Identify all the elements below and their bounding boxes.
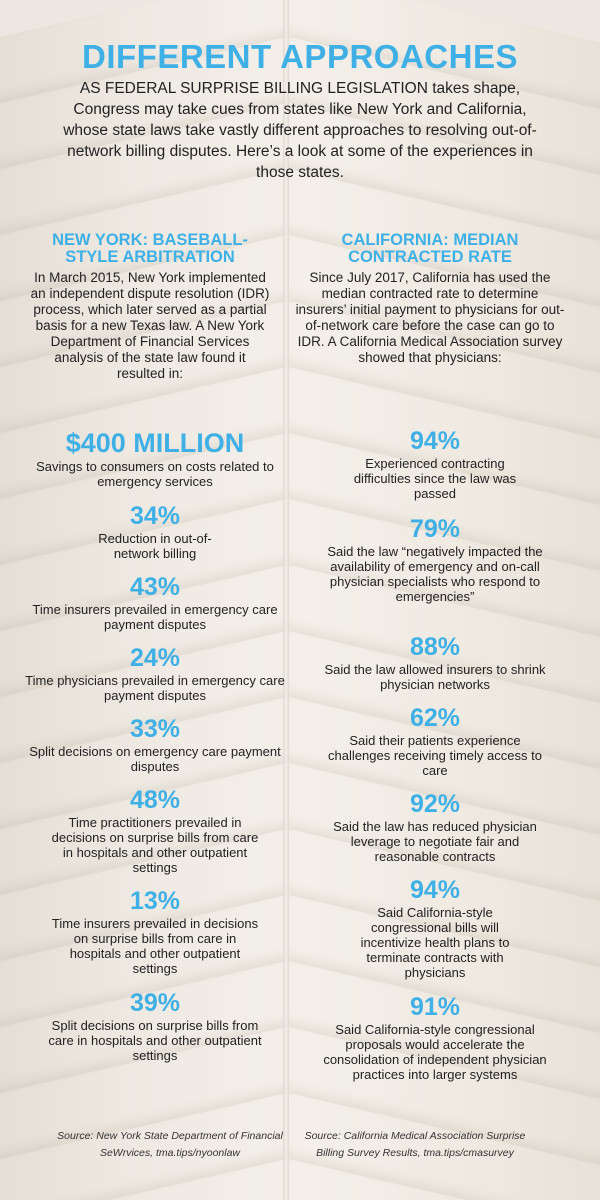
ca-stat	[300, 634, 570, 692]
ny-stat-value: 33%	[129, 715, 181, 743]
ca-stat-desc: Said their patients experience challenges receiving timely access to care	[328, 733, 542, 778]
new-york-heading: NEW YORK: BASEBALL-STYLE ARBITRATION	[52, 231, 248, 266]
ny-stat-value: 39%	[129, 989, 181, 1017]
ca-stat-value: 94%	[409, 876, 461, 904]
new-york-paragraph: In March 2015, New York implemented an independent dispute resolution (IDR) process, which later served as a partial basis for a new Texas law. A New York Department of Financial Services analysis of the state law found it resulted in:	[30, 270, 270, 381]
california-paragraph: Since July 2017, California has used the median contracted rate to determine insurers’ initial payment to physicians for out-of-network care before the case can go to IDR. A California Medical Association survey showed that physicians:	[295, 270, 565, 365]
ca-stat	[300, 877, 570, 980]
ca-stat-value: 92%	[409, 790, 461, 818]
new-york-section	[30, 232, 270, 382]
ny-stat	[25, 503, 285, 561]
ny-stat-value: 24%	[129, 644, 181, 672]
ca-stat-value: 94%	[409, 427, 461, 455]
ca-stat-value: 91%	[409, 993, 461, 1021]
ca-stat-desc: Said the law has reduced physician leverage to negotiate fair and reasonable contracts	[333, 819, 537, 864]
ca-stat-desc: Said the law allowed insurers to shrink physician networks	[324, 662, 546, 692]
ny-stat	[25, 645, 285, 703]
ny-stat-desc: Reduction in out-of-network billing	[98, 531, 212, 561]
ny-stat	[25, 716, 285, 774]
ny-stat-value: 34%	[129, 502, 181, 530]
intro-text: AS FEDERAL SURPRISE BILLING LEGISLATION takes shape, Congress may take cues from states like New York and California, whose state laws take vastly different approaches to resolving out-of-network billing disputes. Here’s a look at some of the experiences in those states.	[63, 80, 537, 181]
new-york-source: Source: New York State Department of Financial SeWrvices, tma.tips/nyoonlaw	[57, 1130, 283, 1159]
california-heading: CALIFORNIA: MEDIAN CONTRACTED RATE	[341, 231, 519, 266]
ny-stat-desc: Split decisions on surprise bills from care in hospitals and other outpatient settings	[48, 1018, 262, 1063]
ny-stat-desc: Time physicians prevailed in emergency care payment disputes	[25, 673, 285, 703]
ny-stat-value: $400 MILLION	[65, 428, 245, 458]
ny-stat-value: 43%	[129, 573, 181, 601]
page-title: DIFFERENT APPROACHES	[82, 38, 518, 75]
ny-stat-desc: Time insurers prevailed in decisions on surprise bills from care in hospitals and other outpatient settings	[51, 916, 259, 976]
ca-stat	[300, 428, 570, 501]
ca-stat-desc: Said California-style congressional proposals would accelerate the consolidation of independent physician practices into larger systems	[323, 1022, 547, 1082]
ca-stat-desc: Experienced contracting difficulties since the law was passed	[353, 456, 517, 501]
ca-stat	[300, 516, 570, 604]
ny-stat-desc: Time practitioners prevailed in decisions on surprise bills from care in hospitals and other outpatient settings	[51, 815, 259, 875]
ca-stat	[300, 791, 570, 864]
ca-stat-value: 62%	[409, 704, 461, 732]
ny-stat	[25, 787, 285, 875]
ca-stat-desc: Said the law “negatively impacted the availability of emergency and on-call physician specialists who respond to emergencies”	[327, 544, 543, 604]
ny-stat	[25, 888, 285, 976]
ny-stat	[25, 428, 285, 489]
ny-stat	[25, 574, 285, 632]
ca-stat-value: 88%	[409, 633, 461, 661]
ny-stat-desc: Savings to consumers on costs related to emergency services	[36, 459, 274, 489]
ca-stat	[300, 705, 570, 778]
ny-stat-desc: Time insurers prevailed in emergency care payment disputes	[32, 602, 278, 632]
california-source: Source: California Medical Association Surprise Billing Survey Results, tma.tips/cmasurvey	[304, 1130, 526, 1159]
ca-stat	[300, 994, 570, 1082]
ny-stat-value: 48%	[129, 786, 181, 814]
ny-stat	[25, 990, 285, 1063]
california-section	[295, 232, 565, 366]
ny-stat-desc: Split decisions on emergency care payment disputes	[29, 744, 281, 774]
ca-stat-desc: Said California-style congressional bills will incentivize health plans to terminate contracts with physicians	[360, 905, 510, 980]
ca-stat-value: 79%	[409, 515, 461, 543]
ny-stat-value: 13%	[129, 887, 181, 915]
